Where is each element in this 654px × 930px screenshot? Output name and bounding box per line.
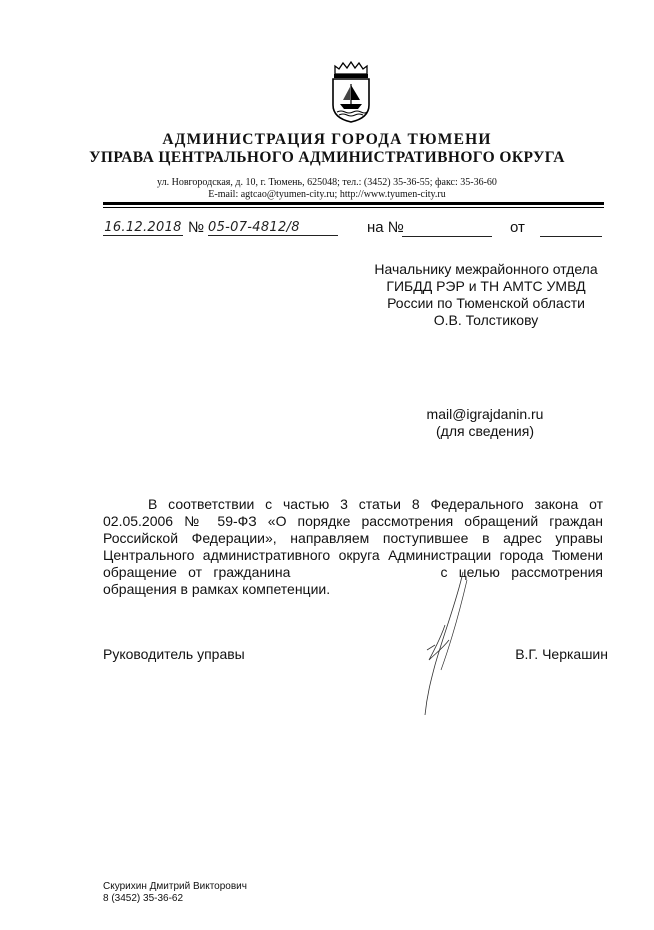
recipient-line: ГИБДД РЭР и ТН АМТС УМВД [386,278,586,294]
signatory-position: Руководитель управы [103,646,245,662]
letter-body [103,496,603,598]
recipient-block [368,261,604,329]
reference-date-blank [540,222,602,237]
org-name-line1: АДМИНИСТРАЦИЯ ГОРОДА ТЮМЕНИ [162,131,492,148]
registration-date: 16.12.2018 [104,220,182,235]
cc-block [400,406,570,440]
org-contacts: E-mail: agtcao@tyumen-city.ru; http://www.tyumen-city.ru [208,189,446,200]
reference-number-label: на № [367,219,404,236]
recipient-line: России по Тюменской области [387,295,585,311]
reference-date-label: от [510,219,525,236]
recipient-line: Начальнику межрайонного отдела [374,261,598,277]
registration-number: 05-07-4812/8 [208,220,338,236]
handwritten-signature [405,570,485,720]
recipient-name: О.В. Толстикову [433,312,539,328]
header-rule-thick [103,202,604,205]
signatory-name: В.Г. Черкашин [515,646,608,662]
executor-name: Скурихин Дмитрий Викторович [103,881,247,892]
body-paragraph [103,496,603,598]
org-name-line2: УПРАВА ЦЕНТРАЛЬНОГО АДМИНИСТРАТИВНОГО ОКРУГА [89,149,565,166]
cc-email: mail@igrajdanin.ru [426,406,544,422]
registration-number-label: № [188,219,205,236]
header-rule-thin [103,207,604,208]
body-text-part2: с целью рассмотрения обращения в рамках компетенции. [103,564,603,597]
executor-phone: 8 (3452) 35-36-62 [103,893,184,904]
executor-block [103,881,247,905]
cc-note: (для сведения) [436,423,534,439]
reference-number-blank [402,222,492,237]
org-address: ул. Новгородская, д. 10, г. Тюмень, 625048; тел.: (3452) 35-36-55; факс: 35-36-60 [157,177,497,188]
body-text-part1: В соответствии с частью 3 статьи 8 Федерального закона от 02.05.2006 № 59-ФЗ «О порядке рассмотрения обращений граждан Российской Федерации», направляем поступившее в адрес управы Центрального административного округа Администрации города Тюмени обращение от гражданина [103,496,603,580]
city-emblem [329,60,373,124]
